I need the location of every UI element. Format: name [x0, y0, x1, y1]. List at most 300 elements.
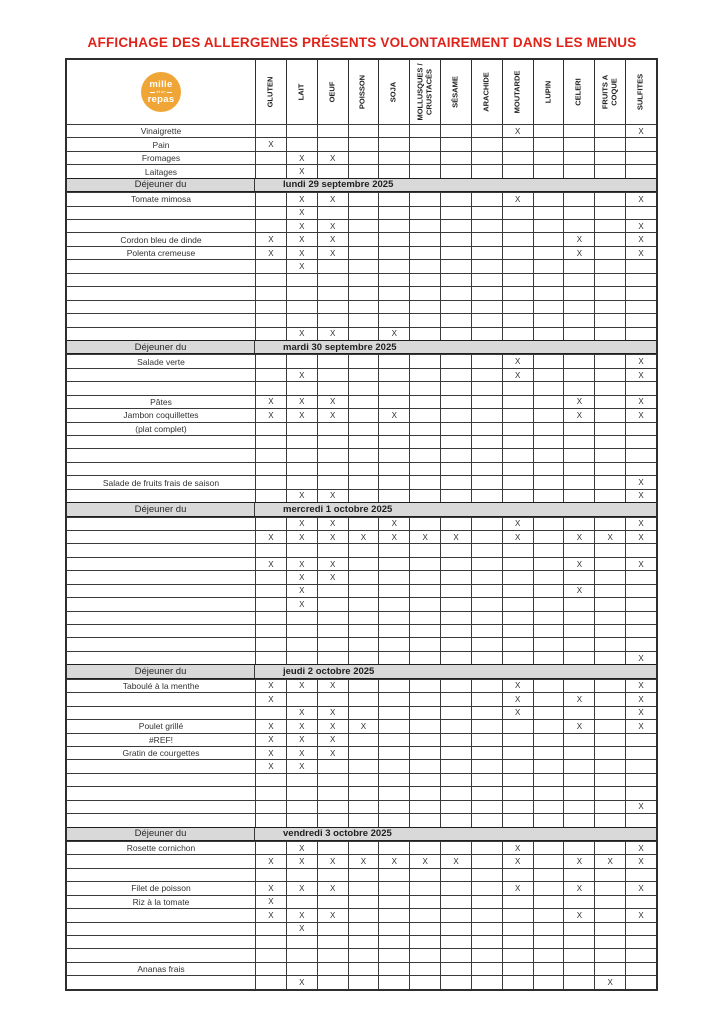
- table-row: [67, 219, 656, 232]
- allergen-mark-cell-mollusques-crustaces: [409, 301, 440, 313]
- allergen-mark-cell-oeuf: [317, 193, 348, 205]
- allergen-mark-cell-lait: [286, 625, 317, 637]
- allergen-mark-cell-fruits-a-coque: [594, 233, 625, 245]
- allergen-mark-cell-sulfites: [625, 436, 656, 448]
- allergen-mark-cell-oeuf: [317, 707, 348, 719]
- allergen-mark-cell-celeri: [563, 625, 594, 637]
- allergen-mark-cell-soja: [378, 774, 409, 786]
- allergen-mark-cell-moutarde: [502, 707, 533, 719]
- dish-name-cell: [67, 976, 255, 988]
- allergen-mark-cell-oeuf: [317, 220, 348, 232]
- allergen-mark-cell-oeuf: [317, 247, 348, 259]
- allergen-mark-cell-lupin: [533, 585, 564, 597]
- dish-name-cell: [67, 207, 255, 219]
- table-row: [67, 841, 656, 854]
- allergen-mark-cell-gluten: [255, 382, 286, 394]
- table-row: [67, 448, 656, 461]
- allergen-mark-cell-lait: [286, 301, 317, 313]
- allergen-mark-cell-oeuf: [317, 274, 348, 286]
- allergen-mark-cell-arachide: [471, 612, 502, 624]
- dish-name-cell: Poulet grillé: [138, 721, 184, 732]
- allergen-mark-cell-celeri: [563, 207, 594, 219]
- allergen-mark-cell-mollusques-crustaces: [409, 558, 440, 570]
- allergen-mark-cell-oeuf: [317, 882, 348, 894]
- allergen-mark-cell-oeuf: [317, 720, 348, 732]
- allergen-mark-cell-sulfites: [625, 760, 656, 772]
- allergen-mark-cell-moutarde: [502, 896, 533, 908]
- allergen-mark: X: [268, 748, 274, 758]
- allergen-mark-cell-sulfites: [625, 734, 656, 746]
- allergen-mark-cell-celeri: [563, 544, 594, 556]
- allergen-mark-cell-poisson: [348, 882, 379, 894]
- allergen-mark: X: [515, 519, 521, 529]
- allergen-mark-cell-poisson: [348, 558, 379, 570]
- allergen-mark-cell-sesame: [440, 355, 471, 367]
- allergen-mark-cell-sulfites: [625, 490, 656, 502]
- allergen-mark-cell-fruits-a-coque: [594, 423, 625, 435]
- allergen-mark-cell-poisson: [348, 801, 379, 813]
- allergen-mark-cell-poisson: [348, 652, 379, 664]
- allergen-mark-cell-moutarde: [502, 287, 533, 299]
- allergen-mark-cell-sesame: [440, 734, 471, 746]
- allergen-mark-cell-lait: [286, 423, 317, 435]
- allergen-mark-cell-mollusques-crustaces: [409, 233, 440, 245]
- table-row: [67, 948, 656, 961]
- allergen-mark: X: [576, 532, 583, 542]
- allergen-mark-cell-poisson: [348, 314, 379, 326]
- section-date: lundi 29 septembre 2025: [283, 179, 394, 191]
- allergen-mark-cell-sulfites: [625, 328, 656, 340]
- allergen-mark-cell-lait: [286, 463, 317, 475]
- allergen-mark: X: [638, 694, 644, 704]
- allergen-mark: X: [329, 329, 336, 339]
- allergen-mark-cell-sesame: [440, 869, 471, 881]
- allergen-mark-cell-arachide: [471, 936, 502, 948]
- allergen-mark-cell-soja: [378, 449, 409, 461]
- table-row: [67, 935, 656, 948]
- allergen-mark-cell-celeri: [563, 531, 594, 543]
- allergen-mark-cell-gluten: [255, 328, 286, 340]
- allergen-mark-cell-moutarde: [502, 125, 533, 137]
- allergen-mark-cell-fruits-a-coque: [594, 287, 625, 299]
- allergen-mark-cell-gluten: [255, 518, 286, 530]
- allergen-mark-cell-moutarde: [502, 747, 533, 759]
- allergen-mark-cell-lupin: [533, 328, 564, 340]
- allergen-mark-cell-gluten: [255, 693, 286, 705]
- allergen-mark-cell-moutarde: [502, 260, 533, 272]
- allergen-mark-cell-lait: [286, 842, 317, 854]
- allergen-mark: X: [268, 235, 274, 245]
- allergen-mark-cell-soja: [378, 720, 409, 732]
- allergen-mark-cell-gluten: [255, 247, 286, 259]
- column-header-label: LUPIN: [543, 80, 553, 104]
- allergen-mark-cell-mollusques-crustaces: [409, 652, 440, 664]
- allergen-mark-cell-fruits-a-coque: [594, 531, 625, 543]
- allergen-mark-cell-sulfites: [625, 612, 656, 624]
- allergen-mark-cell-sesame: [440, 274, 471, 286]
- allergen-mark-cell-poisson: [348, 896, 379, 908]
- allergen-mark-cell-lupin: [533, 760, 564, 772]
- allergen-mark-cell-celeri: [563, 976, 594, 988]
- allergen-mark-cell-mollusques-crustaces: [409, 896, 440, 908]
- allergen-mark-cell-gluten: [255, 963, 286, 975]
- allergen-mark-cell-mollusques-crustaces: [409, 638, 440, 650]
- allergen-mark-cell-sulfites: [625, 544, 656, 556]
- allergen-mark-cell-moutarde: [502, 963, 533, 975]
- allergen-mark-cell-gluten: [255, 760, 286, 772]
- dish-name-cell: Ananas frais: [137, 964, 185, 975]
- allergen-mark-cell-soja: [378, 436, 409, 448]
- allergen-mark-cell-gluten: [255, 476, 286, 488]
- allergen-mark-cell-sulfites: [625, 382, 656, 394]
- allergen-mark-cell-gluten: [255, 233, 286, 245]
- allergen-mark-cell-soja: [378, 463, 409, 475]
- allergen-mark-cell-arachide: [471, 449, 502, 461]
- allergen-mark-cell-fruits-a-coque: [594, 720, 625, 732]
- allergen-mark-cell-oeuf: [317, 409, 348, 421]
- allergen-mark-cell-oeuf: [317, 774, 348, 786]
- allergen-mark-cell-mollusques-crustaces: [409, 328, 440, 340]
- dish-name-cell: [67, 869, 255, 881]
- column-header-label: FRUITS A COQUE: [600, 74, 619, 110]
- dish-name-cell: Vinaigrette: [140, 126, 182, 137]
- allergen-mark-cell-lupin: [533, 260, 564, 272]
- allergen-mark-cell-soja: [378, 896, 409, 908]
- allergen-mark-cell-mollusques-crustaces: [409, 869, 440, 881]
- logo-dash-left: [150, 92, 155, 93]
- allergen-mark-cell-fruits-a-coque: [594, 165, 625, 177]
- allergen-mark-cell-arachide: [471, 301, 502, 313]
- allergen-mark: X: [515, 681, 521, 691]
- allergen-mark-cell-arachide: [471, 463, 502, 475]
- allergen-mark: X: [299, 721, 305, 731]
- allergen-mark-cell-oeuf: [317, 260, 348, 272]
- allergen-mark: X: [515, 370, 521, 380]
- allergen-mark: X: [360, 532, 367, 542]
- allergen-mark-cell-celeri: [563, 801, 594, 813]
- dish-name-cell: Taboulé à la menthe: [122, 680, 200, 691]
- allergen-mark-cell-lait: [286, 652, 317, 664]
- allergen-mark-cell-sesame: [440, 680, 471, 692]
- dish-name-cell: [67, 652, 255, 664]
- allergen-mark: X: [299, 519, 305, 529]
- allergen-mark-cell-oeuf: [317, 207, 348, 219]
- allergen-mark-cell-moutarde: [502, 355, 533, 367]
- allergen-mark-cell-lupin: [533, 152, 564, 164]
- dish-name-cell: [67, 518, 255, 530]
- allergen-mark-cell-sesame: [440, 369, 471, 381]
- allergen-mark-cell-lupin: [533, 720, 564, 732]
- allergen-mark-cell-arachide: [471, 207, 502, 219]
- allergen-mark-cell-fruits-a-coque: [594, 734, 625, 746]
- table-row: [67, 773, 656, 786]
- dish-name-cell: [67, 287, 255, 299]
- allergen-mark-cell-sulfites: [625, 774, 656, 786]
- allergen-mark-cell-sesame: [440, 490, 471, 502]
- allergen-mark-cell-gluten: [255, 720, 286, 732]
- allergen-mark-cell-poisson: [348, 612, 379, 624]
- allergen-mark-cell-fruits-a-coque: [594, 814, 625, 826]
- allergen-mark-cell-gluten: [255, 165, 286, 177]
- allergen-mark: X: [638, 491, 644, 501]
- table-row: [67, 475, 656, 488]
- allergen-mark-cell-mollusques-crustaces: [409, 976, 440, 988]
- allergen-mark: X: [299, 978, 305, 988]
- allergen-mark-cell-fruits-a-coque: [594, 909, 625, 921]
- allergen-mark-cell-arachide: [471, 652, 502, 664]
- allergen-mark-cell-fruits-a-coque: [594, 274, 625, 286]
- allergen-mark-cell-gluten: [255, 152, 286, 164]
- allergen-mark-cell-arachide: [471, 720, 502, 732]
- allergen-mark-cell-arachide: [471, 855, 502, 867]
- table-row: [67, 164, 656, 177]
- allergen-mark-cell-moutarde: [502, 165, 533, 177]
- allergen-mark-cell-soja: [378, 869, 409, 881]
- column-header-soja: [378, 60, 409, 124]
- allergen-mark-cell-fruits-a-coque: [594, 301, 625, 313]
- allergen-mark-cell-oeuf: [317, 152, 348, 164]
- section-label: Déjeuner du: [67, 665, 255, 677]
- table-row: [67, 462, 656, 475]
- table-row: [67, 517, 656, 530]
- allergen-mark-cell-celeri: [563, 680, 594, 692]
- allergen-mark-cell-sulfites: [625, 963, 656, 975]
- allergen-mark-cell-sulfites: [625, 923, 656, 935]
- dish-name-cell: (plat complet): [135, 423, 187, 434]
- allergen-mark-cell-mollusques-crustaces: [409, 436, 440, 448]
- dish-name-cell: [67, 814, 255, 826]
- allergen-mark-cell-gluten: [255, 558, 286, 570]
- allergen-mark-cell-lait: [286, 138, 317, 150]
- allergen-mark-cell-poisson: [348, 531, 379, 543]
- allergen-mark-cell-sulfites: [625, 625, 656, 637]
- allergen-mark-cell-gluten: [255, 896, 286, 908]
- allergen-mark-cell-celeri: [563, 734, 594, 746]
- allergen-mark-cell-poisson: [348, 476, 379, 488]
- allergen-mark-cell-poisson: [348, 923, 379, 935]
- allergen-mark-cell-arachide: [471, 638, 502, 650]
- allergen-mark-cell-sesame: [440, 152, 471, 164]
- allergen-mark-cell-lupin: [533, 638, 564, 650]
- allergen-mark-cell-celeri: [563, 571, 594, 583]
- allergen-mark-cell-mollusques-crustaces: [409, 707, 440, 719]
- allergen-mark-cell-sulfites: [625, 369, 656, 381]
- table-row: [67, 733, 656, 746]
- allergen-mark-cell-oeuf: [317, 571, 348, 583]
- allergen-mark-cell-sesame: [440, 382, 471, 394]
- allergen-mark-cell-arachide: [471, 518, 502, 530]
- allergen-mark-cell-mollusques-crustaces: [409, 382, 440, 394]
- allergen-mark-cell-arachide: [471, 165, 502, 177]
- allergen-mark-cell-mollusques-crustaces: [409, 355, 440, 367]
- allergen-mark-cell-mollusques-crustaces: [409, 409, 440, 421]
- allergen-mark-cell-mollusques-crustaces: [409, 125, 440, 137]
- allergen-mark-cell-oeuf: [317, 558, 348, 570]
- allergen-mark-cell-sesame: [440, 193, 471, 205]
- allergen-mark-cell-sesame: [440, 707, 471, 719]
- allergen-mark-cell-soja: [378, 707, 409, 719]
- table-row: [67, 381, 656, 394]
- dish-name-cell: [67, 558, 255, 570]
- allergen-mark: X: [576, 857, 583, 867]
- allergen-mark-cell-celeri: [563, 869, 594, 881]
- table-row: [67, 232, 656, 245]
- allergen-mark-cell-moutarde: [502, 490, 533, 502]
- allergen-mark-cell-arachide: [471, 680, 502, 692]
- allergen-mark-cell-oeuf: [317, 476, 348, 488]
- allergen-mark-cell-fruits-a-coque: [594, 585, 625, 597]
- allergen-mark-cell-sulfites: [625, 598, 656, 610]
- allergen-mark: X: [391, 329, 397, 339]
- allergen-mark-cell-celeri: [563, 585, 594, 597]
- allergen-mark-cell-sesame: [440, 476, 471, 488]
- allergen-mark-cell-mollusques-crustaces: [409, 476, 440, 488]
- allergen-mark-cell-sulfites: [625, 518, 656, 530]
- allergen-mark-cell-poisson: [348, 544, 379, 556]
- allergen-mark-cell-soja: [378, 260, 409, 272]
- allergen-mark: X: [329, 748, 336, 758]
- allergen-mark-cell-oeuf: [317, 638, 348, 650]
- allergen-mark-cell-poisson: [348, 247, 379, 259]
- allergen-mark: X: [576, 883, 583, 893]
- allergen-mark-cell-moutarde: [502, 612, 533, 624]
- allergen-mark-cell-moutarde: [502, 652, 533, 664]
- allergen-mark-cell-moutarde: [502, 436, 533, 448]
- allergen-mark-cell-gluten: [255, 949, 286, 961]
- allergen-mark-cell-soja: [378, 382, 409, 394]
- allergen-mark-cell-oeuf: [317, 463, 348, 475]
- allergen-mark-cell-arachide: [471, 909, 502, 921]
- allergen-mark: X: [329, 248, 336, 258]
- dish-name-cell: [67, 544, 255, 556]
- dish-name-cell: Rosette cornichon: [126, 843, 196, 854]
- allergen-mark-cell-celeri: [563, 260, 594, 272]
- table-row: [67, 881, 656, 894]
- allergen-mark-cell-lait: [286, 720, 317, 732]
- allergen-mark-cell-lupin: [533, 652, 564, 664]
- allergen-mark-cell-arachide: [471, 774, 502, 786]
- allergen-mark-cell-sesame: [440, 612, 471, 624]
- allergen-mark-cell-sulfites: [625, 585, 656, 597]
- allergen-mark: X: [299, 370, 305, 380]
- allergen-mark-cell-mollusques-crustaces: [409, 814, 440, 826]
- allergen-mark-cell-oeuf: [317, 760, 348, 772]
- table-row: [67, 570, 656, 583]
- allergen-mark-cell-moutarde: [502, 274, 533, 286]
- allergen-mark-cell-soja: [378, 531, 409, 543]
- allergen-mark-cell-lupin: [533, 369, 564, 381]
- allergen-mark-cell-sulfites: [625, 909, 656, 921]
- allergen-mark-cell-celeri: [563, 882, 594, 894]
- allergen-mark: X: [329, 532, 336, 542]
- allergen-mark-cell-lait: [286, 355, 317, 367]
- allergen-mark-cell-lupin: [533, 949, 564, 961]
- allergen-mark-cell-fruits-a-coque: [594, 558, 625, 570]
- column-header-row: [67, 60, 656, 124]
- allergen-mark-cell-oeuf: [317, 125, 348, 137]
- allergen-mark-cell-sulfites: [625, 396, 656, 408]
- allergen-mark: X: [268, 397, 274, 407]
- allergen-mark-cell-lait: [286, 936, 317, 948]
- allergen-mark: X: [638, 478, 644, 487]
- allergen-mark-cell-moutarde: [502, 518, 533, 530]
- allergen-mark: X: [576, 559, 583, 569]
- allergen-mark-cell-sulfites: [625, 707, 656, 719]
- allergen-mark-cell-lupin: [533, 247, 564, 259]
- allergen-mark-cell-celeri: [563, 152, 594, 164]
- allergen-mark-cell-gluten: [255, 436, 286, 448]
- allergen-mark-cell-moutarde: [502, 869, 533, 881]
- allergen-mark-cell-arachide: [471, 869, 502, 881]
- table-row: [67, 759, 656, 772]
- allergen-mark-cell-sulfites: [625, 423, 656, 435]
- allergen-mark-cell-sesame: [440, 923, 471, 935]
- allergen-mark-cell-poisson: [348, 328, 379, 340]
- allergen-mark-cell-poisson: [348, 449, 379, 461]
- allergen-mark-cell-soja: [378, 787, 409, 799]
- allergen-mark-cell-lupin: [533, 409, 564, 421]
- allergen-mark-cell-celeri: [563, 369, 594, 381]
- allergen-mark-cell-lait: [286, 949, 317, 961]
- allergen-mark-cell-fruits-a-coque: [594, 152, 625, 164]
- allergen-mark-cell-fruits-a-coque: [594, 612, 625, 624]
- allergen-mark-cell-arachide: [471, 328, 502, 340]
- allergen-mark-cell-sulfites: [625, 449, 656, 461]
- allergen-mark-cell-soja: [378, 423, 409, 435]
- allergen-mark-cell-oeuf: [317, 976, 348, 988]
- logo-text-repas: repas: [147, 94, 175, 105]
- allergen-mark: X: [422, 857, 428, 867]
- allergen-mark: X: [299, 857, 305, 867]
- allergen-mark-cell-sesame: [440, 287, 471, 299]
- table-row: [67, 354, 656, 367]
- allergen-mark: X: [391, 410, 397, 420]
- allergen-mark-cell-arachide: [471, 476, 502, 488]
- allergen-mark-cell-arachide: [471, 125, 502, 137]
- allergen-mark: X: [360, 721, 367, 731]
- logo-cell: [67, 60, 255, 124]
- allergen-mark-cell-gluten: [255, 287, 286, 299]
- allergen-mark-cell-sesame: [440, 936, 471, 948]
- allergen-mark-cell-soja: [378, 369, 409, 381]
- allergen-mark-cell-celeri: [563, 396, 594, 408]
- allergen-mark-cell-lupin: [533, 882, 564, 894]
- allergen-mark: X: [638, 126, 644, 136]
- logo-dash-right: [167, 92, 172, 93]
- allergen-mark-cell-lait: [286, 207, 317, 219]
- allergen-mark-cell-moutarde: [502, 423, 533, 435]
- allergen-mark-cell-lait: [286, 558, 317, 570]
- allergen-mark-cell-arachide: [471, 747, 502, 759]
- allergen-mark-cell-lupin: [533, 747, 564, 759]
- allergen-mark-cell-sesame: [440, 260, 471, 272]
- allergen-mark-cell-oeuf: [317, 165, 348, 177]
- allergen-mark-cell-lupin: [533, 436, 564, 448]
- allergen-mark-cell-sesame: [440, 842, 471, 854]
- column-header-celeri: [563, 60, 594, 124]
- table-row: [67, 395, 656, 408]
- table-row: [67, 692, 656, 705]
- allergen-mark-cell-gluten: [255, 598, 286, 610]
- allergen-mark-cell-gluten: [255, 869, 286, 881]
- allergen-mark: X: [268, 694, 274, 704]
- allergen-mark-cell-fruits-a-coque: [594, 638, 625, 650]
- dish-name-cell: [67, 328, 255, 340]
- dish-name-cell: Cordon bleu de dinde: [120, 234, 202, 245]
- column-header-label: POISSON: [358, 74, 368, 110]
- section-header-mardi-30-septembre-2025: [67, 340, 656, 354]
- table-row: [67, 637, 656, 650]
